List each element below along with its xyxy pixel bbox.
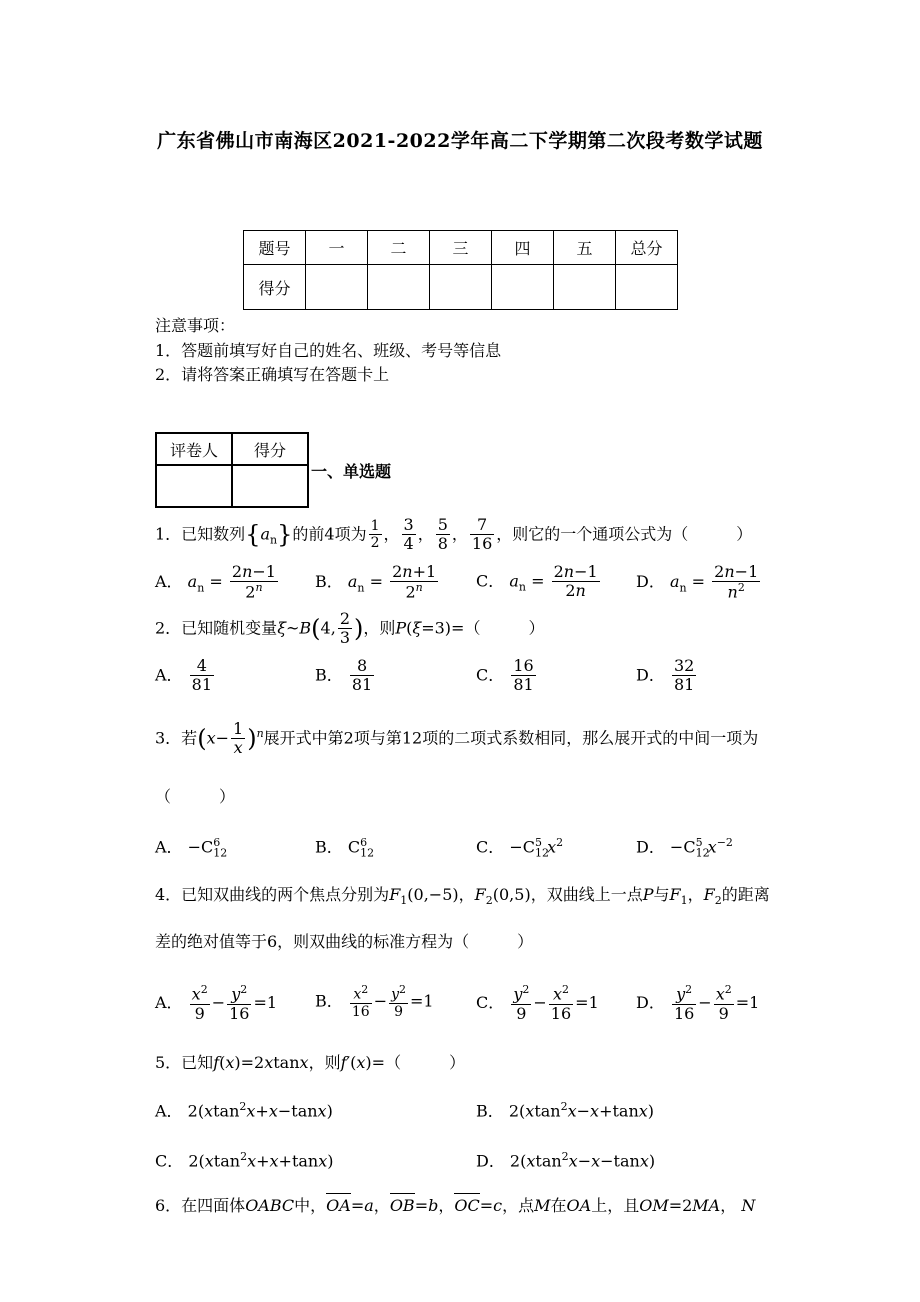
option-d[interactable]: D． $a_n$ = $\frac{2n-1}{n^2}$ bbox=[636, 562, 759, 602]
question-text: 中， bbox=[294, 1196, 327, 1215]
question-text: 的距离 bbox=[721, 885, 770, 904]
option-a[interactable]: A． $\frac{x^2}{9}$ − $\frac{y^2}{16}$ =1 bbox=[155, 983, 278, 1023]
question-text: ，双曲线上一点 bbox=[530, 885, 643, 904]
notes-heading: 注意事项： bbox=[155, 316, 236, 335]
option-b[interactable]: B． $\frac{8}{81}$ bbox=[315, 656, 373, 695]
note-item: 1．答题前填写好自己的姓名、班级、考号等信息 bbox=[155, 341, 502, 360]
question-text: 3．若 bbox=[155, 728, 198, 748]
question-5: 5．已知f(x)=2xtanx，则f′(x)=（ ） bbox=[155, 1053, 466, 1072]
score-label: 得分 bbox=[232, 433, 308, 465]
header-cell: 二 bbox=[368, 231, 430, 265]
page-title: 广东省佛山市南海区2021-2022学年高二下学期第二次段考数学试题 bbox=[157, 130, 763, 152]
option-d[interactable]: D． $\frac{y^2}{16}$ − $\frac{x^2}{9}$ =1 bbox=[636, 983, 760, 1023]
score-cell[interactable] bbox=[368, 265, 430, 310]
question-text: 差的绝对值等于6，则双曲线的标准方程为（ ） bbox=[155, 932, 534, 951]
header-cell: 五 bbox=[554, 231, 616, 265]
question-text: ，则它的一个通项公式为（ ） bbox=[496, 524, 753, 544]
score-cell[interactable] bbox=[306, 265, 368, 310]
table-row bbox=[156, 433, 308, 465]
grader-cell[interactable] bbox=[156, 465, 232, 507]
score-cell[interactable] bbox=[616, 265, 678, 310]
score-cell[interactable] bbox=[554, 265, 616, 310]
option-a[interactable]: A． 2(xtan$^2$x+x−tanx) bbox=[155, 1100, 333, 1121]
question-text: ，则 bbox=[363, 618, 396, 638]
option-c[interactable]: C． 2(xtan$^2$x+x+tanx) bbox=[155, 1150, 334, 1171]
option-b[interactable]: B． 2(xtan$^2$x−x+tanx) bbox=[476, 1100, 655, 1121]
section-heading: 一、单选题 bbox=[311, 462, 392, 481]
question-text: ，点 bbox=[502, 1196, 535, 1215]
note-item: 2．请将答案正确填写在答题卡上 bbox=[155, 365, 390, 384]
option-c[interactable]: C． $a_n$ = $\frac{2n-1}{2n}$ bbox=[476, 562, 598, 601]
header-cell: 题号 bbox=[244, 231, 306, 265]
question-6: 6．在四面体OABC中，OA=a，OB=b，OC=c，点M在OA上，且OM=2MA， N bbox=[155, 1196, 756, 1215]
question-text: ，则 bbox=[308, 1053, 341, 1072]
question-text: 6．在四面体 bbox=[155, 1196, 246, 1215]
header-cell: 一 bbox=[306, 231, 368, 265]
question-text: 2．已知随机变量 bbox=[155, 618, 278, 638]
table-row bbox=[156, 465, 308, 507]
question-text: 4．已知双曲线的两个焦点分别为 bbox=[155, 885, 390, 904]
option-a[interactable]: A． $-C_{12}^6$ bbox=[155, 836, 228, 860]
option-c[interactable]: C． $\frac{16}{81}$ bbox=[476, 656, 534, 695]
row-label: 得分 bbox=[244, 265, 306, 310]
option-c[interactable]: C． $-C_{12}^5$ $x^2$ bbox=[476, 836, 564, 860]
score-cell[interactable] bbox=[492, 265, 554, 310]
option-b[interactable]: B． $\frac{x^2}{16}$ − $\frac{y^2}{9}$ =1 bbox=[315, 983, 434, 1020]
question-text: 的前4项为 bbox=[292, 524, 367, 544]
header-cell: 总分 bbox=[616, 231, 678, 265]
header-cell: 四 bbox=[492, 231, 554, 265]
score-cell[interactable] bbox=[232, 465, 308, 507]
header-cell: 三 bbox=[430, 231, 492, 265]
grader-label: 评卷人 bbox=[156, 433, 232, 465]
option-b[interactable]: B． $C_{12}^6$ bbox=[315, 836, 375, 860]
question-text: 与 bbox=[653, 885, 670, 904]
option-d[interactable]: D． 2(xtan$^2$x−x−tanx) bbox=[476, 1150, 656, 1171]
table-row bbox=[244, 265, 678, 310]
question-text: （ ） bbox=[464, 618, 545, 638]
option-a[interactable]: A． $a_n$ = $\frac{2n-1}{2^n}$ bbox=[155, 562, 276, 602]
option-c[interactable]: C． $\frac{y^2}{9}$ − $\frac{x^2}{16}$ =1 bbox=[476, 983, 599, 1023]
question-text: 5．已知 bbox=[155, 1053, 214, 1072]
question-text: 1．已知数列 bbox=[155, 524, 246, 544]
score-table bbox=[243, 230, 678, 310]
question-3: 3．若(x− $\frac{1}{x}$ )$^n$展开式中第2项与第12项的二项式系数相同，那么展开式的中间一项为 bbox=[155, 719, 759, 758]
option-b[interactable]: B． $a_n$ = $\frac{2n+1}{2^n}$ bbox=[315, 562, 437, 602]
question-4: 4．已知双曲线的两个焦点分别为$F_1(0,-5)$，$F_2(0,5)$，双曲线上一点P与$F_1$，$F_2$的距离 bbox=[155, 885, 770, 908]
question-2: 2．已知随机变量ξ~B(4, $\frac{2}{3}$ )，则P(ξ=3)=（ ） bbox=[155, 609, 545, 648]
question-text: 展开式中第2项与第12项的二项式系数相同，那么展开式的中间一项为 bbox=[263, 728, 759, 748]
question-text: ， bbox=[720, 1196, 737, 1215]
score-cell[interactable] bbox=[430, 265, 492, 310]
grader-table bbox=[155, 432, 309, 508]
table-row bbox=[244, 231, 678, 265]
option-a[interactable]: A． $\frac{4}{81}$ bbox=[155, 656, 213, 695]
question-text: （ ） bbox=[385, 1053, 466, 1072]
question-text: 上，且 bbox=[591, 1196, 640, 1215]
option-d[interactable]: D． $-C_{12}^5$ $x^{-2}$ bbox=[636, 836, 733, 860]
question-1: 1．已知数列$\{a_n\}$的前4项为 $\frac{1}{2}$ ， $\frac{3}{4}$ ， $\frac{5}{8}$ ， $\frac{7}{16}$ ，则它的一个通项公式为（ ） bbox=[155, 515, 753, 554]
question-paren: （ ） bbox=[155, 787, 236, 806]
question-text: 在 bbox=[550, 1196, 567, 1215]
option-d[interactable]: D． $\frac{32}{81}$ bbox=[636, 656, 695, 695]
